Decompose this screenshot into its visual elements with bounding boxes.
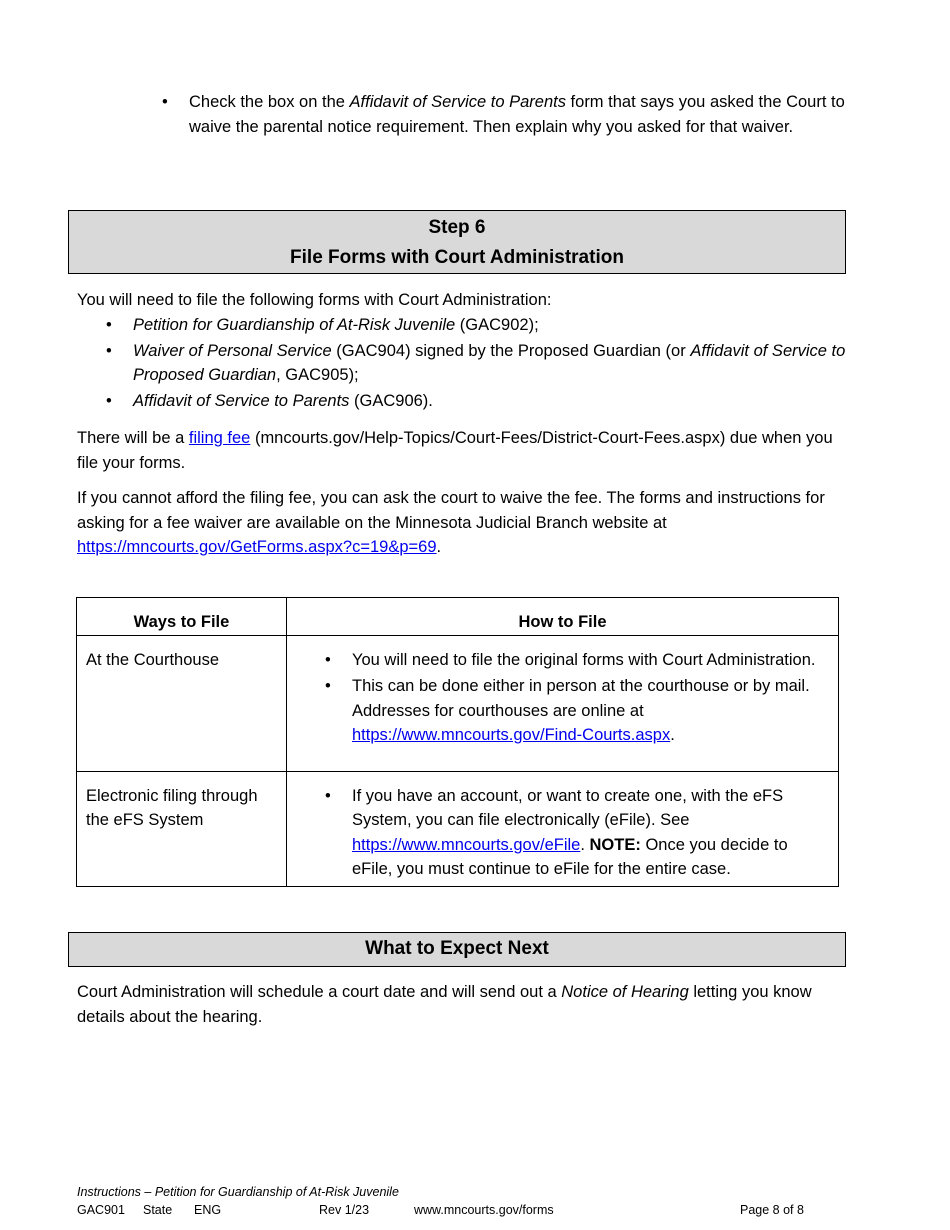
form-name-alt: Affidavit of Service to Proposed Guardian <box>133 341 846 384</box>
filing-fee-paragraph <box>77 426 847 475</box>
form-name: Affidavit of Service to Parents <box>133 391 350 410</box>
filing-fee-link[interactable]: filing fee <box>188 429 251 447</box>
form-detail: (GAC904) signed by the Proposed Guardian (or <box>331 341 691 360</box>
footer-state: State <box>143 1203 173 1217</box>
waiver-end: . <box>436 538 442 556</box>
form-detail: , GAC905); <box>276 366 359 384</box>
how-text: If you have an account, or want to create one, with the eFS System, you can file electronically (eFile). See <box>352 786 784 829</box>
list-item <box>106 313 846 338</box>
list-item <box>325 784 830 882</box>
form-detail: (GAC906). <box>349 391 433 410</box>
how-cell <box>287 635 839 771</box>
page-footer <box>77 1183 837 1219</box>
footer-language: ENG <box>194 1203 222 1217</box>
how-text-mid: . <box>580 835 590 854</box>
form-name: Petition for Guardianship of At-Risk Juvenile <box>133 316 456 334</box>
footer-form-code: GAC901 <box>77 1203 125 1217</box>
top-bullet-form: Affidavit of Service to Parents <box>349 93 566 111</box>
how-text-end: Once you decide to eFile, you must continue to eFile for the entire case. <box>352 835 788 878</box>
find-courts-link[interactable]: https://www.mncourts.gov/Find-Courts.aspx <box>352 726 671 744</box>
form-name: Waiver of Personal Service <box>133 341 332 360</box>
footer-title: Instructions – Petition for Guardianship of At-Risk Juvenile <box>77 1185 399 1199</box>
column-header-ways: Ways to File <box>77 598 287 636</box>
footer-revision: Rev 1/23 <box>319 1203 370 1217</box>
footer-website: www.mncourts.gov/forms <box>414 1203 554 1217</box>
expect-paragraph <box>77 980 847 1029</box>
how-text: This can be done either in person at the courthouse or by mail. Addresses for courthouses are online at <box>352 677 810 720</box>
step-header <box>68 210 846 274</box>
waiver-text: If you cannot afford the filing fee, you can ask the court to waive the fee. The forms and instructions for asking for a fee waiver are available on the Minnesota Judicial Branch website at <box>77 489 825 532</box>
table-row <box>77 635 839 771</box>
top-bullet-post: form that says you asked the Court to waive the parental notice requirement. Then explain why you asked for that waiver. <box>189 93 845 136</box>
step-number: Step 6 <box>428 217 486 238</box>
bullet-icon: • <box>325 786 331 805</box>
fee-pre: There will be a <box>77 429 189 447</box>
expect-header: What to Expect Next <box>68 932 846 967</box>
bullet-icon: • <box>162 93 168 111</box>
how-text: You will need to file the original forms with Court Administration. <box>352 650 816 669</box>
bullet-icon: • <box>106 341 112 360</box>
footer-page-number: Page 8 of 8 <box>740 1203 804 1217</box>
column-header-how: How to File <box>287 598 839 636</box>
list-item <box>106 339 846 388</box>
list-item <box>325 674 830 748</box>
how-text-end: . <box>670 726 675 744</box>
table-row <box>77 771 839 886</box>
top-bullet-pre: Check the box on the <box>189 93 350 111</box>
notice-of-hearing: Notice of Hearing <box>561 983 689 1001</box>
bullet-icon: • <box>325 650 331 669</box>
intro-text: You will need to file the following forms with Court Administration: <box>77 291 552 309</box>
bullet-icon: • <box>325 677 331 695</box>
fee-waiver-link[interactable]: https://mncourts.gov/GetForms.aspx?c=19&p=69 <box>77 538 437 556</box>
top-bullet <box>162 90 852 139</box>
fee-waiver-paragraph <box>77 486 847 560</box>
note-label: NOTE: <box>589 835 641 854</box>
fee-post: (mncourts.gov/Help-Topics/Court-Fees/District-Court-Fees.aspx) due when you file your forms. <box>77 429 833 472</box>
list-item <box>106 389 846 414</box>
how-cell <box>287 771 839 886</box>
forms-list <box>106 313 846 414</box>
expect-pre: Court Administration will schedule a court date and will send out a <box>77 983 562 1001</box>
expect-post: letting you know details about the hearing. <box>77 983 812 1026</box>
efile-link[interactable]: https://www.mncourts.gov/eFile <box>352 835 581 854</box>
bullet-icon: • <box>106 316 112 334</box>
bullet-icon: • <box>106 391 112 410</box>
table-header-row <box>77 598 839 636</box>
list-item <box>325 648 830 673</box>
way-cell: At the Courthouse <box>77 635 287 771</box>
form-detail: (GAC902); <box>455 316 539 334</box>
step-title: File Forms with Court Administration <box>290 247 624 268</box>
ways-to-file-table <box>76 597 839 887</box>
way-cell: Electronic filing through the eFS System <box>77 771 287 886</box>
